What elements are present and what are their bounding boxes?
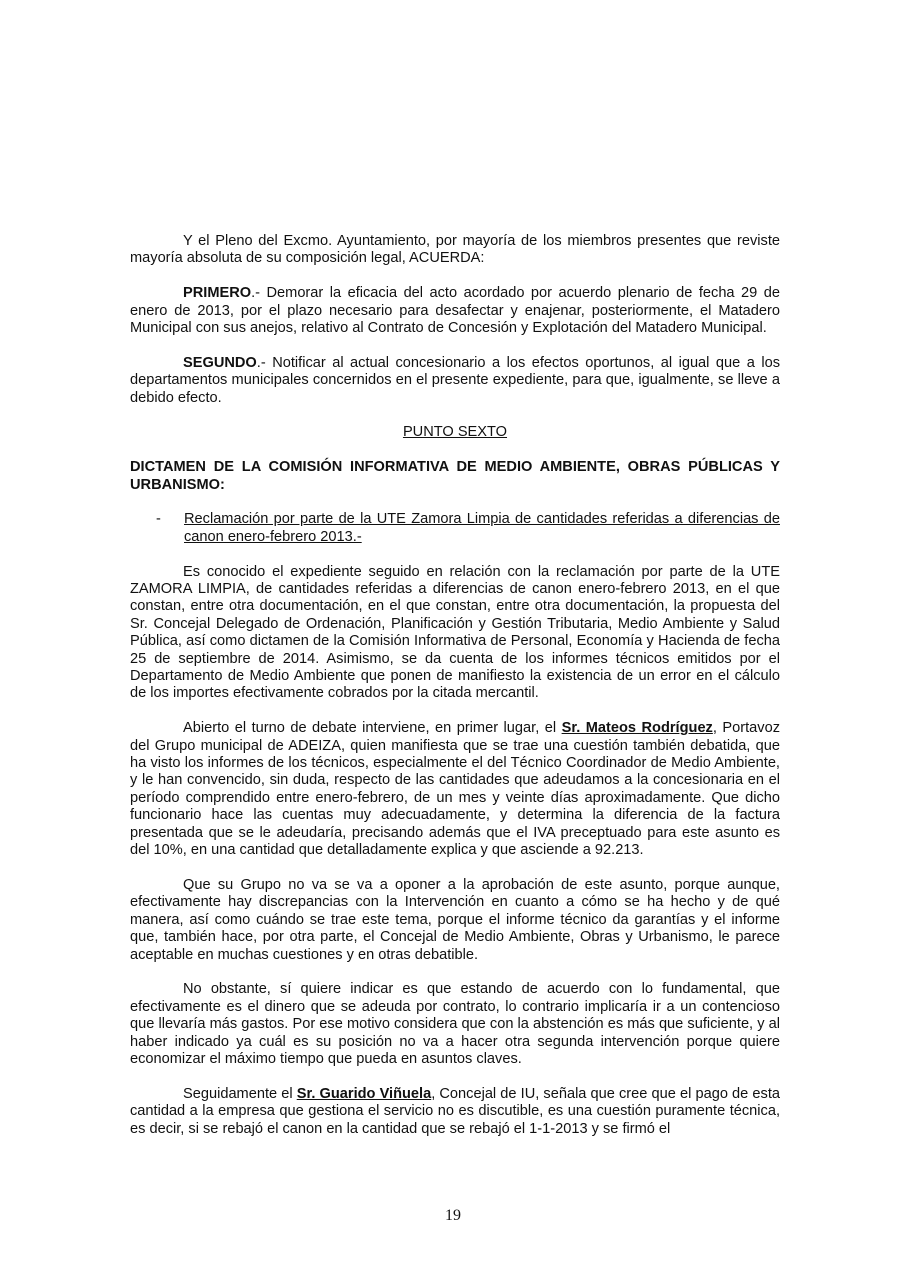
list-dash: -: [156, 511, 161, 528]
paragraph-segundo: [130, 355, 780, 407]
page-body: [130, 233, 780, 1155]
primero-label: PRIMERO: [183, 285, 252, 302]
paragraph-grupo: Que su Grupo no va se va a oponer a la aprobación de este asunto, porque aunque, efectivamente hay discrepancias con la Intervención en cuanto a cómo se ha hecho y de qué manera, así como cuándo se trae este tema, porque el informe técnico da garantías y el informe que, también hace, por otra parte, el Concejal de Medio Ambiente, Obras y Urbanismo, le parece aceptable en muchas cuestiones y en otras debatible.: [130, 876, 780, 963]
segundo-text: .- Notificar al actual concesionario a los efectos oportunos, al igual que a los departamentos municipales concernidos en el presente expediente, para que, igualmente, se lleve a debido efecto.: [130, 354, 780, 406]
primero-text: .- Demorar la eficacia del acto acordado por acuerdo plenario de fecha 29 de enero de 2013, por el plazo necesario para desafectar y enajenar, posteriormente, el Matadero Municipal con sus anejos, relativo al Contrato de Concesión y Explotación del Matadero Municipal.: [130, 285, 780, 337]
paragraph-guarido: [130, 1086, 780, 1138]
dictamen-heading: DICTAMEN DE LA COMISIÓN INFORMATIVA DE MEDIO AMBIENTE, OBRAS PÚBLICAS Y URBANISMO:: [130, 459, 780, 493]
mateos-text: , Portavoz del Grupo municipal de ADEIZA, quien manifiesta que se trae una cuestión también debatida, que ha visto los informes de los técnicos, especialmente el del Técnico Coordinador de Medio Ambiente, y le han convencido, sin duda, respecto de las cantidades que adeudamos a la concesionaria en el período comprendido entre enero-febrero, de un mes y veinte días aproximadamente. Que dicho funcionario hace las cuentas muy adecuadamente, y determina la diferencia de la factura presentada que se le adeudaría, precisando además que el IVA preceptuado para este asunto es del 10%, en una cantidad que detalladamente explica y que asciende a 92.213.: [130, 720, 780, 859]
list-item: [130, 511, 780, 546]
guarido-intro: Seguidamente el: [183, 1085, 297, 1102]
speaker-name-guarido: Sr. Guarido Viñuela: [296, 1085, 432, 1102]
mateos-intro: Abierto el turno de debate interviene, en primer lugar, el: [183, 720, 562, 737]
paragraph-mateos: [130, 720, 780, 859]
paragraph-no-obstante: No obstante, sí quiere indicar es que estando de acuerdo con lo fundamental, que efectivamente es el dinero que se adeuda por contrato, lo contrario implicaría ir a un contencioso que llevaría más gastos. Por ese motivo considera que con la abstención es más que suficiente, y al haber indicado ya cuál es su posición no va a hacer otra segunda intervención porque quiere economizar el máximo tiempo que pueda en asuntos claves.: [130, 981, 780, 1067]
section-title: PUNTO SEXTO: [402, 424, 508, 441]
paragraph-agreement-intro: Y el Pleno del Excmo. Ayuntamiento, por mayoría de los miembros presentes que reviste mayoría absoluta de su composición legal, ACUERDA:: [130, 233, 780, 267]
page-number: 19: [445, 1207, 461, 1224]
guarido-text: , Concejal de IU, señala que cree que el pago de esta cantidad a la empresa que gestiona el servicio no es discutible, es una cuestión puramente técnica, es decir, si se rebajó el canon en la cantidad que se rebajó el 1-1-2013 y se firmó el: [130, 1085, 780, 1137]
paragraph-expediente: Es conocido el expediente seguido en relación con la reclamación por parte de la UTE ZAMORA LIMPIA, de cantidades referidas a diferencias de canon enero-febrero 2013, en el que constan, entre otra documentación, en el que constan, entre otra documentación, la propuesta del Sr. Concejal Delegado de Ordenación, Planificación y Gestión Tributaria, Medio Ambiente y Salud Pública, así como dictamen de la Comisión Informativa de Personal, Economía y Hacienda de fecha 25 de septiembre de 2014. Asimismo, se da cuenta de los informes técnicos emitidos por el Departamento de Medio Ambiente que ponen de manifiesto la existencia de un error en el cálculo de los importes efectivamente cobrados por la citada mercantil.: [130, 563, 780, 702]
speaker-name-mateos: Sr. Mateos Rodríguez: [561, 720, 713, 737]
paragraph-primero: [130, 285, 780, 337]
list-item-text: Reclamación por parte de la UTE Zamora Limpia de cantidades referidas a diferencias de canon enero-febrero 2013.-: [184, 511, 780, 545]
segundo-label: SEGUNDO: [183, 354, 257, 371]
